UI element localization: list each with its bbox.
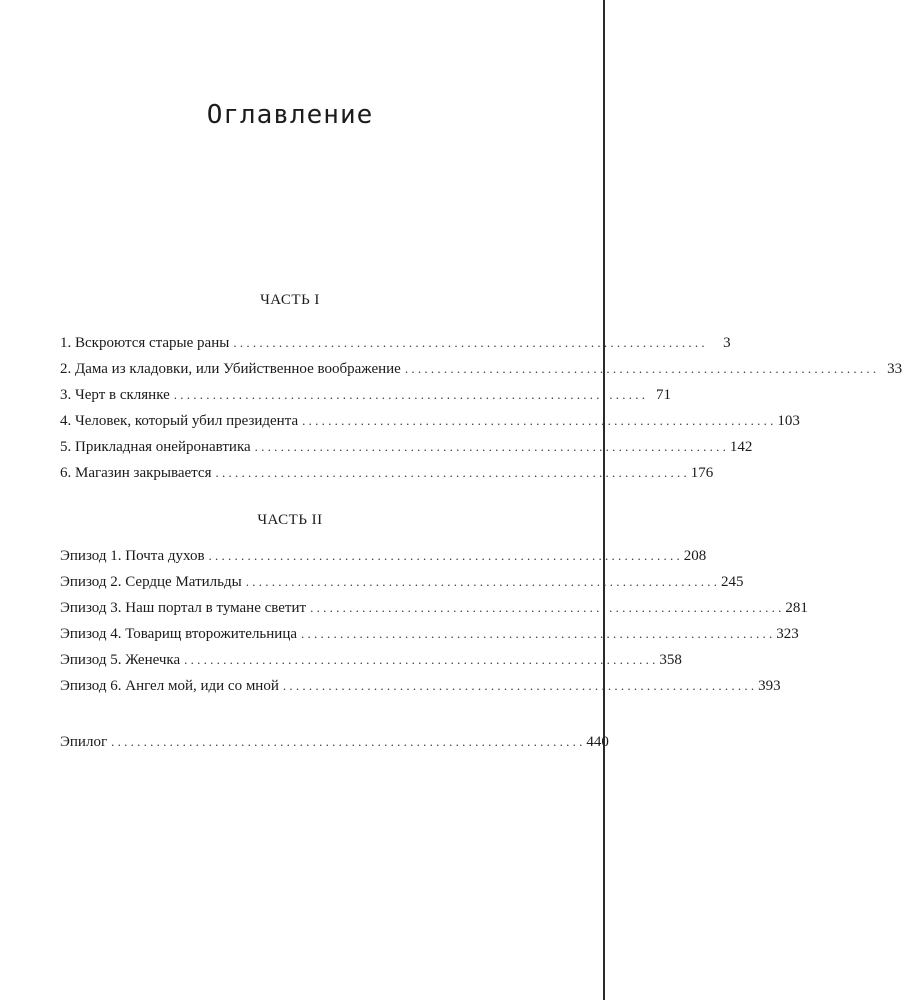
toc-entry-page: 176 <box>690 465 714 481</box>
toc-entry[interactable] <box>60 413 800 439</box>
toc-entry-title: 5. Прикладная онейронавтика <box>60 439 251 455</box>
toc-entry[interactable] <box>60 361 902 387</box>
toc-entry-title: 4. Человек, который убил президента <box>60 413 299 429</box>
part-1-heading: ЧАСТЬ I <box>260 292 320 308</box>
toc-entry-page: 245 <box>720 574 744 590</box>
toc-entry-title: Эпизод 5. Женечка <box>60 652 181 668</box>
toc-entry-title: Эпизод 4. Товарищ второжительница <box>60 626 298 642</box>
page-edge <box>603 0 605 1000</box>
toc-entry-page: 103 <box>777 413 800 429</box>
toc-entry-title: 6. Магазин закрывается <box>60 465 212 481</box>
toc-entry-page: 323 <box>776 626 799 642</box>
dot-leader <box>405 361 876 377</box>
toc-entry-title: Эпизод 6. Ангел мой, иди со мной <box>60 678 279 694</box>
dot-leader <box>302 413 773 429</box>
dot-leader <box>209 548 680 564</box>
dot-leader <box>246 574 717 590</box>
toc-entry[interactable] <box>60 600 808 626</box>
toc-entry-title: Эпизод 2. Сердце Матильды <box>60 574 242 590</box>
toc-entry-title: Эпизод 1. Почта духов <box>60 548 205 564</box>
toc-entry-page: 208 <box>683 548 707 564</box>
part-2-heading: ЧАСТЬ II <box>257 512 323 528</box>
toc-entry-page: 358 <box>659 652 682 668</box>
toc-entry[interactable] <box>60 626 799 652</box>
toc-entry-title: 2. Дама из кладовки, или Убийственное воображение <box>60 361 401 377</box>
toc-entry[interactable] <box>60 465 714 491</box>
dot-leader <box>174 387 645 403</box>
toc-entry-page: 440 <box>586 734 609 750</box>
toc-entry-page: 71 <box>656 387 672 403</box>
toc-entry-title: Эпилог <box>60 734 108 750</box>
toc-entry-page: 142 <box>729 439 753 455</box>
toc-entry[interactable] <box>60 574 744 600</box>
toc-entry-page: 3 <box>723 335 731 351</box>
toc-entry-title: 3. Черт в склянке <box>60 387 170 403</box>
dot-leader <box>233 335 704 351</box>
dot-leader <box>301 626 772 642</box>
dot-leader <box>283 678 754 694</box>
dot-leader <box>310 600 781 616</box>
toc-entry[interactable] <box>60 678 781 704</box>
dot-leader <box>184 652 655 668</box>
toc-entry-page: 393 <box>758 678 781 694</box>
toc-entry[interactable] <box>60 335 731 361</box>
toc-entry-title: 1. Вскроются старые раны <box>60 335 230 351</box>
toc-entry-page: 33 <box>887 361 902 377</box>
toc-entry[interactable] <box>60 548 707 574</box>
epilogue-list <box>60 734 609 760</box>
toc-entry[interactable] <box>60 652 682 678</box>
toc-entry[interactable] <box>60 439 753 465</box>
part-1-list <box>60 335 902 491</box>
page-title: Оглавление <box>206 100 374 130</box>
dot-leader <box>255 439 726 455</box>
toc-entry-title: Эпизод 3. Наш портал в тумане светит <box>60 600 307 616</box>
dot-leader <box>215 465 686 481</box>
toc-entry[interactable] <box>60 387 672 413</box>
part-2-list <box>60 548 808 704</box>
toc-entry-page: 281 <box>785 600 808 616</box>
toc-entry-epilogue[interactable] <box>60 734 609 760</box>
dot-leader <box>111 734 582 750</box>
